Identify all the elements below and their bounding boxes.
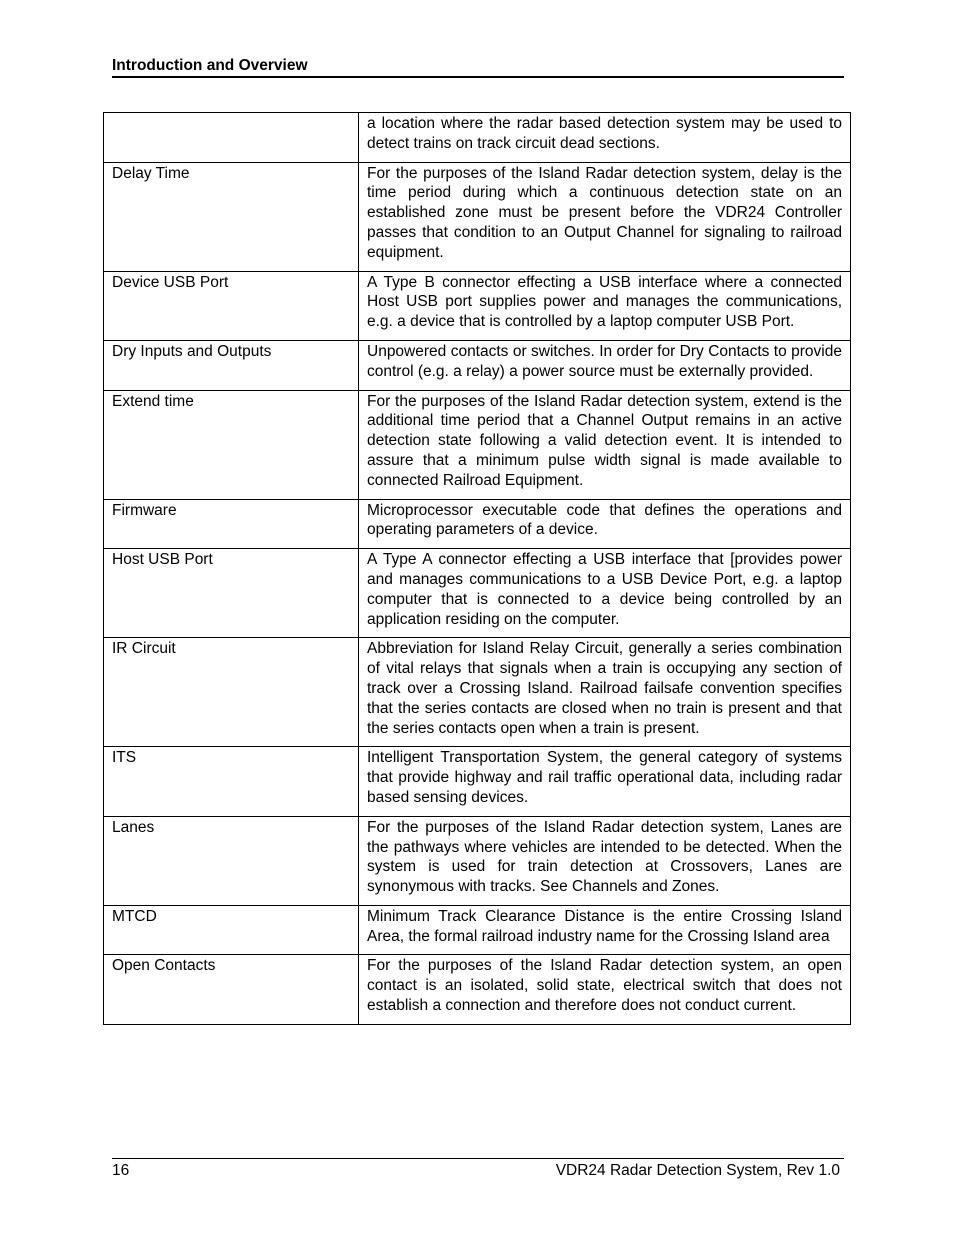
glossary-term: MTCD xyxy=(104,905,359,955)
table-row xyxy=(104,638,851,747)
table-row xyxy=(104,905,851,955)
glossary-table xyxy=(103,112,851,1025)
glossary-definition: Minimum Track Clearance Distance is the entire Crossing Island Area, the formal railroad industry name for the Crossing Island area xyxy=(359,905,851,955)
glossary-definition: For the purposes of the Island Radar detection system, Lanes are the pathways where vehicles are intended to be detected. When the system is used for train detection at Crossovers, Lanes are synonymous with tracks. See Channels and Zones. xyxy=(359,816,851,905)
table-row xyxy=(104,816,851,905)
glossary-term: Device USB Port xyxy=(104,271,359,340)
glossary-term: Extend time xyxy=(104,390,359,499)
table-row xyxy=(104,162,851,271)
glossary-definition: For the purposes of the Island Radar detection system, extend is the additional time period that a Channel Output remains in an active detection state following a valid detection event. It is intended to assure that a minimum pulse width signal is made available to connected Railroad Equipment. xyxy=(359,390,851,499)
glossary-term: Firmware xyxy=(104,499,359,549)
table-row xyxy=(104,271,851,340)
glossary-term: Host USB Port xyxy=(104,549,359,638)
table-row xyxy=(104,113,851,163)
page-footer xyxy=(112,1158,844,1182)
glossary-definition: For the purposes of the Island Radar detection system, delay is the time period during which a continuous detection state on an established zone must be present before the VDR24 Controller passes that condition to an Output Channel for signaling to railroad equipment. xyxy=(359,162,851,271)
document-title: VDR24 Radar Detection System, Rev 1.0 xyxy=(555,1162,840,1179)
page-number: 16 xyxy=(112,1162,130,1179)
glossary-definition: Abbreviation for Island Relay Circuit, generally a series combination of vital relays that signals when a train is occupying any section of track over a Crossing Island. Railroad failsafe convention specifies that the series contacts are closed when no train is present and that the series contacts open when a train is present. xyxy=(359,638,851,747)
glossary-definition: A Type B connector effecting a USB interface where a connected Host USB port supplies power and manages the communications, e.g. a device that is controlled by a laptop computer USB Port. xyxy=(359,271,851,340)
table-row xyxy=(104,499,851,549)
table-row xyxy=(104,340,851,390)
glossary-definition: Unpowered contacts or switches. In order for Dry Contacts to provide control (e.g. a relay) a power source must be externally provided. xyxy=(359,340,851,390)
table-row xyxy=(104,955,851,1024)
glossary-definition: Microprocessor executable code that defines the operations and operating parameters of a device. xyxy=(359,499,851,549)
glossary-definition: a location where the radar based detection system may be used to detect trains on track circuit dead sections. xyxy=(359,113,851,163)
table-row xyxy=(104,747,851,816)
glossary-term: Lanes xyxy=(104,816,359,905)
glossary-term: Open Contacts xyxy=(104,955,359,1024)
glossary-term: Dry Inputs and Outputs xyxy=(104,340,359,390)
table-row xyxy=(104,390,851,499)
glossary-term xyxy=(104,113,359,163)
glossary-definition: For the purposes of the Island Radar detection system, an open contact is an isolated, solid state, electrical switch that does not establish a connection and therefore does not conduct current. xyxy=(359,955,851,1024)
glossary-term: IR Circuit xyxy=(104,638,359,747)
glossary-term: ITS xyxy=(104,747,359,816)
glossary-term: Delay Time xyxy=(104,162,359,271)
glossary-definition: Intelligent Transportation System, the general category of systems that provide highway and rail traffic operational data, including radar based sensing devices. xyxy=(359,747,851,816)
page-header xyxy=(112,56,844,78)
section-title: Introduction and Overview xyxy=(112,57,308,74)
table-row xyxy=(104,549,851,638)
glossary-definition: A Type A connector effecting a USB interface that [provides power and manages communications to a USB Device Port, e.g. a laptop computer that is connected to a device being controlled by an application residing on the computer. xyxy=(359,549,851,638)
